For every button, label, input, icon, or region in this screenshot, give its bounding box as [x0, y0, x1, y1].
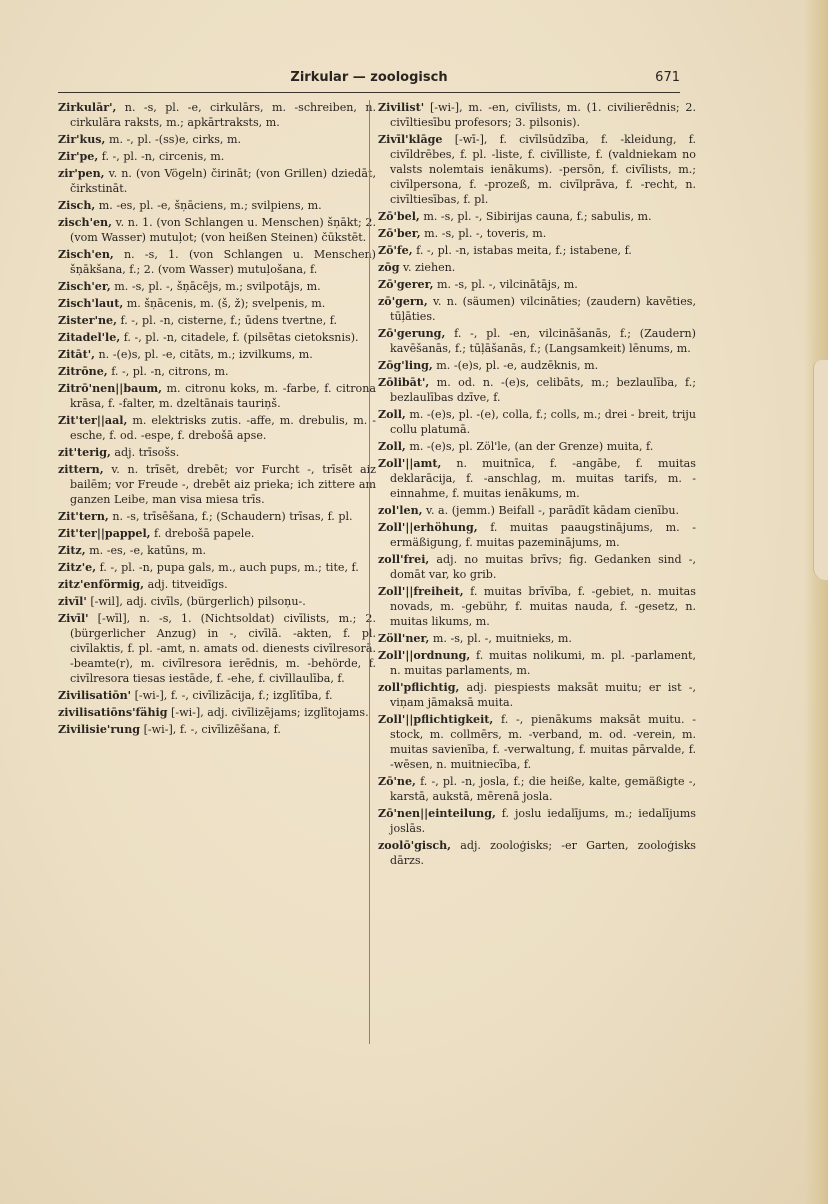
dictionary-entry [378, 806, 696, 836]
entry-definition: m. citronu koks, m. -farbe, f. citrona krāsa, f. -falter, m. dzeltānais tauriņš. [70, 382, 376, 410]
entry-headword: Zit'tern, [58, 510, 109, 523]
entry-definition: f. -, pl. -en, vilcināšanās, f.; (Zaudern) kavēšanās, f.; tūļāšanās, f.; (Langsamkeit) lēnums, m. [390, 327, 696, 355]
dictionary-entry [58, 705, 376, 720]
dictionary-entry [378, 407, 696, 437]
entry-headword: Zoll'||amt, [378, 457, 442, 470]
entry-headword: Zitz, [58, 544, 86, 557]
torn-page-edge [804, 0, 828, 1204]
dictionary-entry [58, 279, 376, 294]
entry-headword: zit'terig, [58, 446, 111, 459]
entry-definition: f. -, pl. -n, citrons, m. [107, 365, 229, 378]
dictionary-entry [58, 543, 376, 558]
entry-headword: Zitrō'nen||baum, [58, 382, 162, 395]
page-number: 671 [655, 70, 680, 85]
dictionary-entry [58, 364, 376, 379]
dictionary-entry [58, 688, 376, 703]
dictionary-entry [378, 132, 696, 207]
dictionary-entry [58, 722, 376, 737]
column-divider [369, 100, 370, 1044]
entry-headword: Zōlibāt', [378, 376, 430, 389]
entry-headword: Zitrōne, [58, 365, 108, 378]
entry-headword: Zisch, [58, 199, 96, 212]
right-column [378, 100, 696, 870]
dictionary-entry [378, 552, 696, 582]
entry-headword: zol'len, [378, 504, 423, 517]
dictionary-entry [378, 100, 696, 130]
entry-definition: adj. piespiests maksāt muitu; er ist -, viņam jāmaksā muita. [390, 681, 696, 709]
dictionary-entry [378, 226, 696, 241]
entry-definition: adj. zooloģisks; -er Garten, zooloģisks dārzs. [390, 839, 696, 867]
entry-headword: Zō'gerung, [378, 327, 446, 340]
entry-definition: adj. no muitas brīvs; fig. Gedanken sind -, domāt var, ko grib. [390, 553, 696, 581]
entry-headword: Zit'ter||pappel, [58, 527, 151, 540]
entry-definition: f. muitas paaugstinājums, m. -ermäßigung, f. muitas pazeminājums, m. [390, 521, 696, 549]
entry-definition: f. -, pl. -n, pupa gals, m., auch pups, m.; tite, f. [96, 561, 359, 574]
dictionary-entry [58, 132, 376, 147]
entry-headword: Zitadel'le, [58, 331, 121, 344]
dictionary-entry [58, 462, 376, 507]
entry-definition: f. -, pl. -n, josla, f.; die heiße, kalte, gemäßigte -, karstā, aukstā, mērenā josla. [390, 775, 696, 803]
entry-definition: m. -s, pl. -, Sibirijas cauna, f.; sabulis, m. [419, 210, 652, 223]
entry-headword: zoll'pflichtig, [378, 681, 460, 694]
dictionary-entry [58, 296, 376, 311]
dictionary-entry [378, 631, 696, 646]
entry-headword: zoolō'gisch, [378, 839, 452, 852]
entry-headword: Zoll'||erhöhung, [378, 521, 478, 534]
entry-headword: Zit'ter||aal, [58, 414, 128, 427]
entry-definition: n. -(e)s, pl. -e, citāts, m.; izvilkums, m. [95, 348, 313, 361]
entry-definition: m. -(e)s, pl. Zöl'le, (an der Grenze) muita, f. [405, 440, 654, 453]
dictionary-entry [378, 680, 696, 710]
dictionary-entry [58, 313, 376, 328]
dictionary-entry [378, 358, 696, 373]
entry-headword: Zivīl' [58, 612, 89, 625]
entry-definition: f. -, pl. -n, istabas meita, f.; istabene, f. [412, 244, 632, 257]
page-header [58, 70, 680, 92]
dictionary-entry [58, 611, 376, 686]
entry-headword: zitz'enförmig, [58, 578, 145, 591]
entry-definition: f. -, pienākums maksāt muitu. -stock, m. collmērs, m. -verband, m. od. -verein, m. muitas savienība, f. -verwaltung, f. muitas pārvalde, f. -wēsen, n. muitniecība, f. [390, 713, 696, 771]
dictionary-entry [58, 247, 376, 277]
entry-definition: m. šņācenis, m. (š, ž); svelpenis, m. [123, 297, 326, 310]
entry-definition: v. a. (jemm.) Beifall -, parādīt kādam cienību. [422, 504, 680, 517]
dictionary-entry [58, 149, 376, 164]
entry-headword: Zōg'ling, [378, 359, 433, 372]
entry-definition: m. -s, pl. -, vilcinātājs, m. [433, 278, 578, 291]
dictionary-entry [58, 509, 376, 524]
entry-definition: adj. titveidīgs. [144, 578, 228, 591]
entry-definition: v. n. (von Vögeln) čirināt; (von Grillen) dziedāt, čirkstināt. [70, 167, 376, 195]
torn-notch [813, 360, 828, 580]
entry-definition: n. -s, pl. -e, cirkulārs, m. -schreiben, n. cirkulāra raksts, m.; apkārtraksts, m. [70, 101, 376, 129]
entry-headword: Zō'ne, [378, 775, 416, 788]
entry-headword: zivilisatiōns'fähig [58, 706, 168, 719]
entry-headword: zōg [378, 261, 400, 274]
dictionary-entry [58, 100, 376, 130]
entry-definition: m. od. n. -(e)s, celibāts, m.; bezlaulība, f.; bezlaulības dzīve, f. [390, 376, 696, 404]
entry-definition: f. muitas brīvība, f. -gebiet, n. muitas novads, m. -gebühr, f. muitas nauda, f. -gesetz, n. muitas likums, m. [390, 585, 696, 628]
entry-definition: [-wi-], m. -en, civīlists, m. (1. civilierēdnis; 2. civīltiesību profesors; 3. pilsonis). [390, 101, 696, 129]
entry-headword: Zirkulār', [58, 101, 117, 114]
entry-headword: Zoll'||ordnung, [378, 649, 471, 662]
entry-headword: Zisch'en, [58, 248, 114, 261]
dictionary-entry [378, 520, 696, 550]
dictionary-entry [378, 260, 696, 275]
dictionary-entry [378, 584, 696, 629]
dictionary-entry [58, 413, 376, 443]
dictionary-entry [378, 774, 696, 804]
dictionary-entry [58, 215, 376, 245]
entry-headword: Zister'ne, [58, 314, 117, 327]
dictionary-entry [378, 439, 696, 454]
entry-definition: m. elektrisks zutis. -affe, m. drebulis, m. -esche, f. od. -espe, f. drebošā apse. [70, 414, 376, 442]
entry-headword: Zöll'ner, [378, 632, 430, 645]
entry-headword: zisch'en, [58, 216, 112, 229]
entry-headword: zittern, [58, 463, 104, 476]
entry-definition: [-wi-], f. -, civīlizācija, f.; izglītība, f. [131, 689, 333, 702]
dictionary-entry [378, 648, 696, 678]
dictionary-entry [58, 445, 376, 460]
entry-headword: Zivilisie'rung [58, 723, 141, 736]
dictionary-entry [58, 330, 376, 345]
dictionary-entry [378, 375, 696, 405]
dictionary-entry [58, 381, 376, 411]
entry-definition: [-wī-], f. civīlsūdzība, f. -kleidung, f. civīldrēbes, f. pl. -liste, f. civīlliste, f. (valdniekam no valsts nolemtais ienākums). -persōn, f. civīlists, m.; civīlpersona, f. -prozeß, m. civīlprāva, f. -recht, n. civīltiesības, f. pl. [390, 133, 696, 206]
entry-headword: Zir'pe, [58, 150, 99, 163]
header-rule [58, 92, 680, 93]
entry-definition: f. -, pl. -n, cisterne, f.; ūdens tvertne, f. [116, 314, 337, 327]
entry-headword: Zō'fe, [378, 244, 413, 257]
entry-headword: Zisch'laut, [58, 297, 124, 310]
entry-definition: n. muitnīca, f. -angābe, f. muitas deklarācija, f. -anschlag, m. muitas tarifs, m. -einnahme, f. muitas ienākums, m. [390, 457, 696, 500]
dictionary-entry [378, 712, 696, 772]
dictionary-entry [378, 209, 696, 224]
dictionary-entry [378, 326, 696, 356]
entry-headword: Zivilist' [378, 101, 425, 114]
dictionary-entry [58, 198, 376, 213]
entry-headword: Zō'gerer, [378, 278, 434, 291]
entry-definition: m. -s, pl. -, toveris, m. [420, 227, 547, 240]
entry-headword: Zivilisatiōn' [58, 689, 132, 702]
entry-definition: m. -(e)s, pl. -e, audzēknis, m. [432, 359, 599, 372]
entry-headword: Zitz'e, [58, 561, 97, 574]
entry-definition: m. -s, pl. -, šņācējs, m.; svilpotājs, m. [110, 280, 321, 293]
dictionary-entry [378, 503, 696, 518]
entry-headword: zoll'frei, [378, 553, 430, 566]
entry-definition: [-wi-], adj. civīlizējams; izglītojams. [167, 706, 369, 719]
entry-definition: v. ziehen. [399, 261, 456, 274]
entry-headword: zir'pen, [58, 167, 105, 180]
dictionary-entry [58, 166, 376, 196]
entry-definition: n. -s, trīsēšana, f.; (Schaudern) trīsas, f. pl. [108, 510, 353, 523]
dictionary-entry [58, 560, 376, 575]
entry-headword: Zir'kus, [58, 133, 106, 146]
entry-headword: Zoll, [378, 408, 406, 421]
dictionary-entry [58, 577, 376, 592]
entry-headword: Zō'bel, [378, 210, 420, 223]
entry-definition: m. -s, pl. -, muitnieks, m. [429, 632, 572, 645]
entry-headword: Zō'nen||einteilung, [378, 807, 496, 820]
entry-definition: [-wil], adj. civīls, (bürgerlich) pilsoņu-. [86, 595, 306, 608]
left-column [58, 100, 376, 739]
entry-definition: f. -, pl. -n, circenis, m. [98, 150, 225, 163]
entry-definition: v. n. trīsēt, drebēt; vor Furcht -, trīsēt aiz bailēm; vor Freude -, drebēt aiz prieka; ich zittere am ganzen Leibe, man visa miesa trīs. [70, 463, 376, 506]
entry-definition: [-wi-], f. -, civīlizēšana, f. [140, 723, 281, 736]
dictionary-entry [378, 294, 696, 324]
entry-definition: m. -, pl. -(ss)e, cirks, m. [105, 133, 242, 146]
entry-headword: Zoll'||freiheit, [378, 585, 464, 598]
entry-headword: Zō'ber, [378, 227, 421, 240]
entry-headword: Zivīl'klāge [378, 133, 443, 146]
entry-definition: v. n. (säumen) vilcināties; (zaudern) kavēties, tūļāties. [390, 295, 696, 323]
entry-headword: Zoll, [378, 440, 406, 453]
dictionary-entry [378, 243, 696, 258]
entry-definition: [-wīl], n. -s, 1. (Nichtsoldat) civīlists, m.; 2. (bürgerlicher Anzug) in -, civīlā. -akten, f. pl. civīlaktis, f. pl. -amt, n. amats od. dienests civīlresorā. -beamte(r), m. civīlresora ierēdnis, m. -behörde, f. civīlresora tiesas iestāde, f. -ehe, f. civīllaulība, f. [70, 612, 376, 685]
entry-definition: f. -, pl. -n, citadele, f. (pilsētas cietoksnis). [120, 331, 359, 344]
dictionary-entry [58, 526, 376, 541]
entry-definition: m. -(e)s, pl. -(e), colla, f.; colls, m.; drei - breit, triju collu platumā. [390, 408, 696, 436]
dictionary-entry [378, 456, 696, 501]
dictionary-entry [58, 347, 376, 362]
entry-definition: f. muitas nolikumi, m. pl. -parlament, n. muitas parlaments, m. [390, 649, 696, 677]
entry-headword: zō'gern, [378, 295, 428, 308]
entry-definition: m. -es, -e, katūns, m. [85, 544, 207, 557]
entry-headword: Zisch'er, [58, 280, 111, 293]
entry-definition: f. joslu iedalījums, m.; iedalījums joslās. [390, 807, 696, 835]
entry-definition: f. drebošā papele. [150, 527, 255, 540]
entry-headword: Zoll'||pflichtigkeit, [378, 713, 494, 726]
dictionary-entry [58, 594, 376, 609]
entry-definition: v. n. 1. (von Schlangen u. Menschen) šņākt; 2. (vom Wasser) mutuļot; (von heißen Steinen) čūkstēt. [70, 216, 376, 244]
entry-definition: n. -s, 1. (von Schlangen u. Menschen) šņākšana, f.; 2. (vom Wasser) mutuļošana, f. [70, 248, 376, 276]
running-head: Zirkular — zoologisch [290, 70, 448, 85]
entry-headword: Zitāt', [58, 348, 96, 361]
entry-headword: zivīl' [58, 595, 87, 608]
entry-definition: adj. trīsošs. [110, 446, 180, 459]
dictionary-entry [378, 277, 696, 292]
dictionary-entry [378, 838, 696, 868]
entry-definition: m. -es, pl. -e, šņāciens, m.; svilpiens, m. [95, 199, 322, 212]
